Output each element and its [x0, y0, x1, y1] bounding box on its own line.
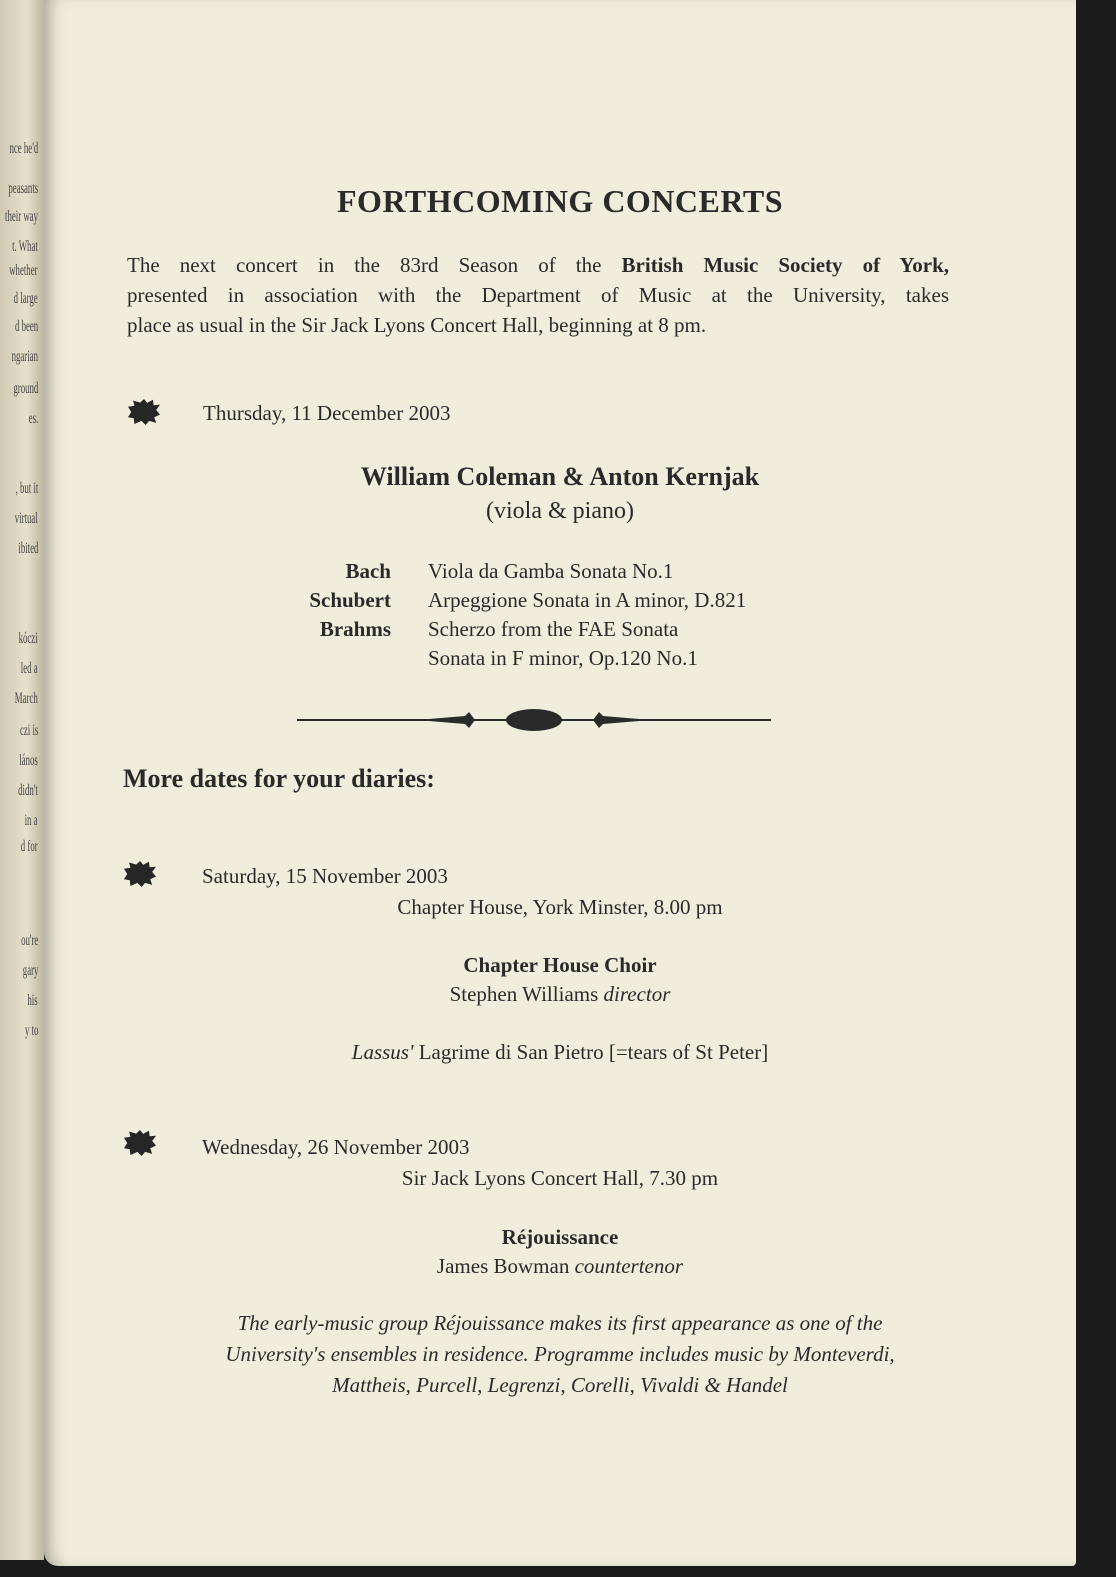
programme-composer: Brahms	[319, 617, 391, 641]
event-note	[44, 1308, 1076, 1401]
event-ensemble: Réjouissance	[501, 1225, 619, 1249]
document-page	[44, 0, 1076, 1566]
intro-line-1	[127, 250, 949, 280]
facing-page-text-fragment: in a	[25, 812, 38, 829]
facing-page-text-fragment: d been	[14, 318, 38, 335]
facing-page-text-fragment: ngarian	[11, 348, 38, 365]
facing-page-text-fragment: , but it	[15, 480, 38, 497]
programme-work: Arpeggione Sonata in A minor, D.821	[428, 588, 747, 612]
soloist-role: countertenor	[574, 1254, 684, 1278]
facing-page-text-fragment: ibited	[17, 540, 38, 557]
facing-page-text-fragment: their way	[5, 208, 38, 225]
note-line: Mattheis, Purcell, Legrenzi, Corelli, Vivaldi & Handel	[332, 1373, 788, 1397]
facing-page-text-fragment: kóczi	[18, 630, 38, 647]
intro-line-3: place as usual in the Sir Jack Lyons Concert Hall, beginning at 8 pm.	[127, 313, 707, 337]
society-name: British Music Society of York,	[621, 253, 950, 277]
event-date: Saturday, 15 November 2003	[202, 864, 448, 888]
programme-composer: Schubert	[309, 588, 391, 612]
programme-composer: Lassus'	[351, 1040, 414, 1064]
facing-page-text-fragment: led a	[21, 660, 38, 677]
programme-work: Lagrime di San Pietro [=tears of St Peter]	[413, 1040, 769, 1064]
ornament-divider-icon	[297, 707, 771, 733]
event-venue: Chapter House, York Minster, 8.00 pm	[397, 895, 723, 919]
event-soloist	[44, 1254, 1076, 1279]
facing-page-text-fragment: czi is	[19, 722, 38, 739]
facing-page-text-fragment: ground	[13, 380, 38, 397]
facing-page-text-fragment: virtual	[15, 510, 38, 527]
facing-page-text-fragment: y to	[24, 1022, 38, 1039]
event-director	[44, 982, 1076, 1007]
intro-text: The next concert in the 83rd Season of the	[127, 253, 622, 277]
intro-paragraph	[127, 250, 949, 340]
next-concert-instruments: (viola & piano)	[486, 498, 634, 524]
facing-page-text-fragment: d large	[13, 290, 38, 307]
facing-page-edge	[0, 0, 44, 1560]
star-bullet-icon	[128, 399, 160, 425]
facing-page-text-fragment: March	[15, 690, 38, 707]
facing-page-text-fragment: his	[27, 992, 38, 1009]
facing-page-text-fragment: whether	[9, 262, 38, 279]
facing-page-text-fragment: ou're	[20, 932, 38, 949]
note-line: The early-music group Réjouissance makes its first appearance as one of the	[237, 1311, 883, 1335]
event-ensemble: Chapter House Choir	[463, 953, 657, 977]
star-bullet-icon	[124, 861, 156, 887]
facing-page-text-fragment: didn't	[18, 782, 38, 799]
director-name: Stephen Williams	[449, 982, 599, 1006]
facing-page-text-fragment: es.	[28, 410, 38, 427]
programme-work: Viola da Gamba Sonata No.1	[428, 559, 674, 583]
facing-page-text-fragment: t. What	[12, 238, 38, 255]
programme-work: Scherzo from the FAE Sonata	[428, 617, 679, 641]
event-programme	[44, 1040, 1076, 1065]
note-line: University's ensembles in residence. Programme includes music by Monteverdi,	[225, 1342, 895, 1366]
facing-page-text-fragment: peasants	[8, 180, 38, 197]
soloist-name: James Bowman	[436, 1254, 570, 1278]
next-concert-date: Thursday, 11 December 2003	[203, 401, 451, 425]
programme-composer: Bach	[345, 559, 391, 583]
intro-line-2: presented in association with the Department of Music at the University, takes	[127, 283, 949, 307]
facing-page-text-fragment: lános	[19, 752, 38, 769]
facing-page-text-fragment: d for	[21, 838, 38, 855]
page-title: FORTHCOMING CONCERTS	[337, 183, 783, 219]
event-date: Wednesday, 26 November 2003	[202, 1135, 470, 1159]
next-concert-performers: William Coleman & Anton Kernjak	[360, 462, 760, 491]
event-venue: Sir Jack Lyons Concert Hall, 7.30 pm	[401, 1166, 719, 1190]
director-role: director	[603, 982, 671, 1006]
facing-page-text-fragment: gary	[22, 962, 38, 979]
facing-page-text-fragment: nce he'd	[9, 140, 38, 157]
star-bullet-icon	[124, 1130, 156, 1156]
more-dates-heading: More dates for your diaries:	[123, 764, 435, 793]
programme-work: Sonata in F minor, Op.120 No.1	[428, 646, 698, 670]
